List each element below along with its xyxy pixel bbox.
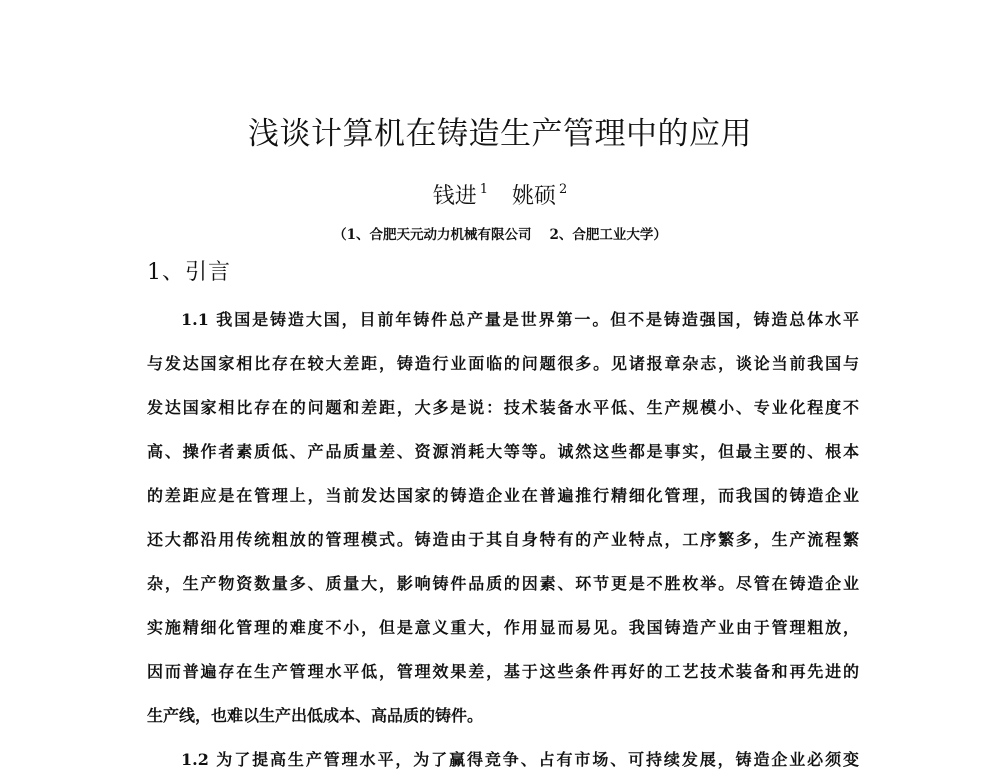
paragraph-line: 与发达国家相比存在较大差距，铸造行业面临的问题很多。见诸报章杂志，谈论当前我国与 (147, 354, 859, 373)
author-2 (512, 184, 567, 209)
paragraph-line: 实施精细化管理的难度不小，但是意义重大，作用显而易见。我国铸造产业由于管理粗放， (147, 618, 859, 637)
paragraph-line: 发达国家相比存在的问题和差距，大多是说：技术装备水平低、生产规模小、专业化程度不 (147, 398, 859, 417)
paragraph-line: 1.1 我国是铸造大国，目前年铸件总产量是世界第一。但不是铸造强国，铸造总体水平 (181, 310, 859, 329)
paragraph-line: 因而普遍存在生产管理水平低，管理效果差，基于这些条件再好的工艺技术装备和再先进的 (147, 662, 859, 681)
affiliation-line (0, 222, 1000, 248)
author-name: 姚硕 (512, 184, 557, 209)
affiliation-close-paren: ） (653, 227, 667, 243)
paragraph-line: 1.2 为了提高生产管理水平，为了赢得竞争、占有市场、可持续发展，铸造企业必须变 (181, 750, 859, 769)
affiliation-mark: 1 (479, 182, 488, 197)
author-name: 钱进 (432, 184, 477, 209)
affiliation-1: 1、合肥天元动力机械有限公司 (346, 227, 532, 243)
affiliation-2: 2、合肥工业大学 (549, 227, 654, 243)
author-1 (433, 184, 488, 209)
paragraph-line: 高、操作者素质低、产品质量差、资源消耗大等等。诚然这些都是事实，但最主要的、根本 (147, 442, 859, 461)
affiliation-mark: 2 (559, 182, 568, 197)
document-title: 浅谈计算机在铸造生产管理中的应用 (248, 116, 752, 152)
paragraph-line: 还大都沿用传统粗放的管理模式。铸造由于其自身特有的产业特点，工序繁多，生产流程繁 (147, 530, 859, 549)
affiliation-open-paren: （ (333, 227, 347, 243)
paragraph-line: 的差距应是在管理上，当前发达国家的铸造企业在普遍推行精细化管理，而我国的铸造企业 (147, 486, 859, 505)
section-heading: 1、引言 (147, 260, 231, 285)
paragraph-line: 杂，生产物资数量多、质量大，影响铸件品质的因素、环节更是不胜枚举。尽管在铸造企业 (147, 574, 859, 593)
paragraph-line: 生产线，也难以生产出低成本、高品质的铸件。 (147, 706, 484, 725)
author-line (0, 174, 1000, 213)
